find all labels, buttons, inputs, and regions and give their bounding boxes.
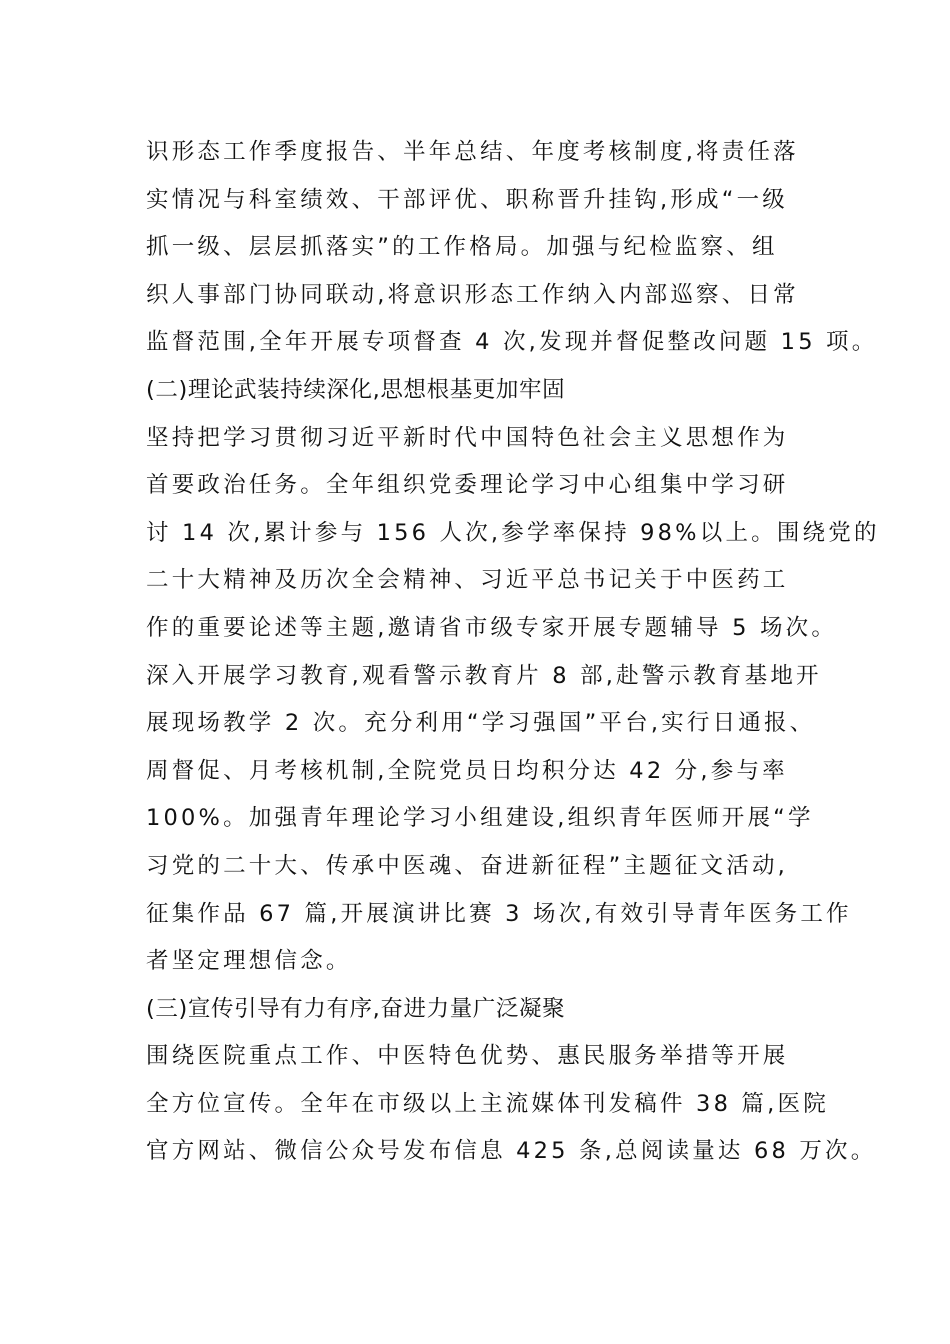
paragraph-line: 展现场教学 2 次。充分利用“学习强国”平台,实行日通报、 [146, 710, 816, 737]
paragraph-line: 围绕医院重点工作、中医特色优势、惠民服务举措等开展 [146, 1043, 789, 1070]
paragraph-line: 深入开展学习教育,观看警示教育片 8 部,赴警示教育基地开 [146, 662, 822, 689]
section-heading: (二)理论武装持续深化,思想根基更加牢固 [146, 376, 566, 403]
paragraph-line: 坚持把学习贯彻习近平新时代中国特色社会主义思想作为 [146, 424, 789, 451]
paragraph-line: 习党的二十大、传承中医魂、奋进新征程”主题征文活动, [146, 852, 789, 879]
paragraph-line: 100%。加强青年理论学习小组建设,组织青年医师开展“学 [146, 805, 814, 832]
document-body [146, 129, 880, 1176]
paragraph-line: 全方位宣传。全年在市级以上主流媒体刊发稿件 38 篇,医院 [146, 1090, 829, 1117]
paragraph-line: 抓一级、层层抓落实”的工作格局。加强与纪检监察、组 [146, 234, 778, 261]
paragraph-line: 监督范围,全年开展专项督查 4 次,发现并督促整改问题 15 项。 [146, 329, 878, 356]
paragraph-line: 者坚定理想信念。 [146, 948, 352, 975]
paragraph-line: 征集作品 67 篇,开展演讲比赛 3 场次,有效引导青年医务工作 [146, 900, 852, 927]
paragraph-line: 识形态工作季度报告、半年总结、年度考核制度,将责任落 [146, 139, 799, 165]
paragraph-line: 周督促、月考核机制,全院党员日均积分达 42 分,参与率 [146, 757, 788, 784]
paragraph-line: 官方网站、微信公众号发布信息 425 条,总阅读量达 68 万次。 [146, 1138, 877, 1165]
paragraph-line: 实情况与科室绩效、干部评优、职称晋升挂钩,形成“一级 [146, 186, 789, 213]
paragraph-line: 织人事部门协同联动,将意识形态工作纳入内部巡察、日常 [146, 281, 799, 308]
paragraph-line: 讨 14 次,累计参与 156 人次,参学率保持 98%以上。围绕党的 [146, 519, 880, 546]
paragraph-line: 二十大精神及历次全会精神、习近平总书记关于中医药工 [146, 567, 789, 594]
section-heading: (三)宣传引导有力有序,奋进力量广泛凝聚 [146, 995, 566, 1022]
paragraph-line: 作的重要论述等主题,邀请省市级专家开展专题辅导 5 场次。 [146, 614, 838, 641]
paragraph-line: 首要政治任务。全年组织党委理论学习中心组集中学习研 [146, 472, 789, 499]
